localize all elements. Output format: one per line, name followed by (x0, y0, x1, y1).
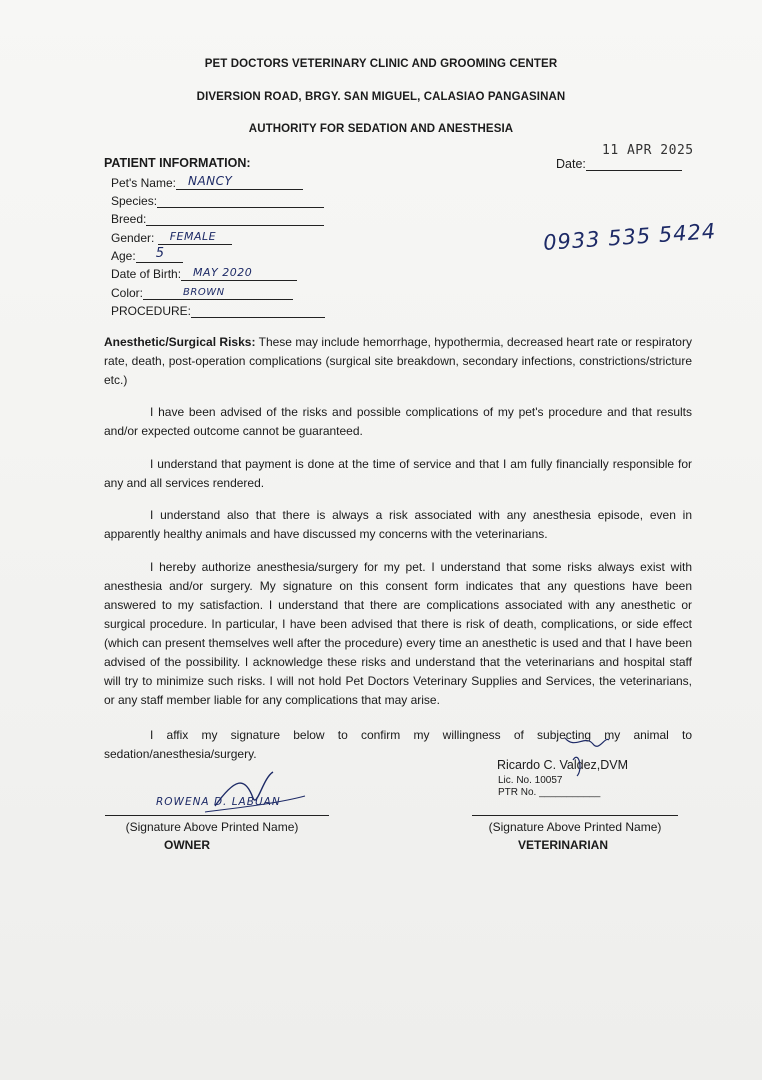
pets-name-label: Pet's Name: (111, 176, 176, 190)
clinic-name: PET DOCTORS VETERINARY CLINIC AND GROOMING CENTER (204, 58, 558, 70)
species-label: Species: (111, 194, 158, 208)
patient-info-heading: PATIENT INFORMATION: (104, 156, 251, 170)
clinic-address: DIVERSION ROAD, BRGY. SAN MIGUEL, CALASIAO PANGASINAN (196, 91, 566, 103)
handwritten-phone: 0933 535 5424 (542, 218, 717, 256)
paragraph-affix-signature: I affix my signature below to confirm my willingness of subjecting my animal to sedation/anesthesia/surgery. (104, 728, 692, 761)
procedure-line (191, 303, 325, 318)
vet-signature-line (472, 815, 678, 816)
procedure-field (111, 303, 325, 318)
color-label: Color: (111, 286, 144, 300)
species-field (111, 193, 324, 208)
gender-field (111, 230, 232, 245)
vet-license: Lic. No. 10057 (498, 775, 563, 786)
age-value: 5 (155, 246, 165, 261)
pets-name-field (111, 175, 303, 190)
color-value: BROWN (183, 287, 225, 298)
breed-line (146, 211, 324, 226)
paragraph-payment: I understand that payment is done at the time of service and that I am fully financially responsible for any and all services rendered. (104, 457, 692, 490)
color-field (111, 285, 293, 300)
owner-role-label: OWNER (164, 838, 210, 852)
vet-signature-caption: (Signature Above Printed Name) (488, 820, 662, 834)
dob-field (111, 266, 297, 281)
dob-value: MAY 2020 (193, 266, 253, 279)
vet-role-label: VETERINARIAN (517, 838, 608, 852)
species-line (157, 193, 324, 208)
paragraph-anesthesia-risk: I understand also that there is always a risk associated with any anesthesia episode, even in apparently healthy animals and have discussed my concerns with the veterinarians. (104, 508, 692, 541)
dob-label: Date of Birth: (111, 267, 182, 281)
vet-signature-scribble (555, 730, 615, 780)
age-field (111, 248, 183, 263)
pets-name-value: NANCY (187, 174, 233, 188)
risks-heading: Anesthetic/Surgical Risks: (104, 335, 256, 349)
owner-signature-caption: (Signature Above Printed Name) (125, 820, 299, 834)
vet-ptr: PTR No. ___________ (498, 787, 601, 798)
paragraph-risks-advised: I have been advised of the risks and possible complications of my pet's procedure and that results and/or expected outcome cannot be guaranteed. (104, 405, 692, 438)
procedure-label: PROCEDURE: (111, 304, 192, 318)
form-title: AUTHORITY FOR SEDATION AND ANESTHESIA (248, 123, 514, 135)
risks-paragraph (104, 333, 692, 390)
date-field (556, 156, 682, 171)
paragraph-authorization: I hereby authorize anesthesia/surgery for my pet. I understand that some risks always exist with anesthesia and/or surgery. My signature on this consent form indicates that any questions have been answered to my satisfaction. I understand that there are complications associated with any anesthetic or surgical procedure. In particular, I have been advised that there is risk of death, complications, or side effect (which can present themselves well after the procedure) every time an anesthetic is used and that I have been advised of the possibility. I acknowledge these risks and understand that the veterinarians and hospital staff will try to minimize such risks. I will not hold Pet Doctors Veterinary Supplies and Services, the veterinarians, or any staff member liable for any complications that may arise. (104, 560, 692, 707)
age-label: Age: (111, 249, 136, 263)
gender-value: FEMALE (169, 230, 217, 243)
owner-printed-name: ROWENA D. LABUAN (156, 796, 281, 808)
risks-text: These may include hemorrhage, hypothermia, decreased heart rate or respiratory rate, death, post-operation complications (surgical site breakdown, secondary infections, constrictions/stricture etc.) (104, 335, 692, 387)
owner-signature-line (105, 815, 329, 816)
gender-label: Gender: (111, 231, 155, 245)
date-stamp: 11 APR 2025 (602, 143, 694, 158)
owner-signature-scribble (145, 768, 325, 818)
date-label: Date: (556, 157, 586, 171)
date-line (586, 156, 682, 171)
breed-label: Breed: (111, 212, 147, 226)
breed-field (111, 211, 324, 226)
vet-stamp-name: Ricardo C. Valdez,DVM (497, 758, 629, 772)
